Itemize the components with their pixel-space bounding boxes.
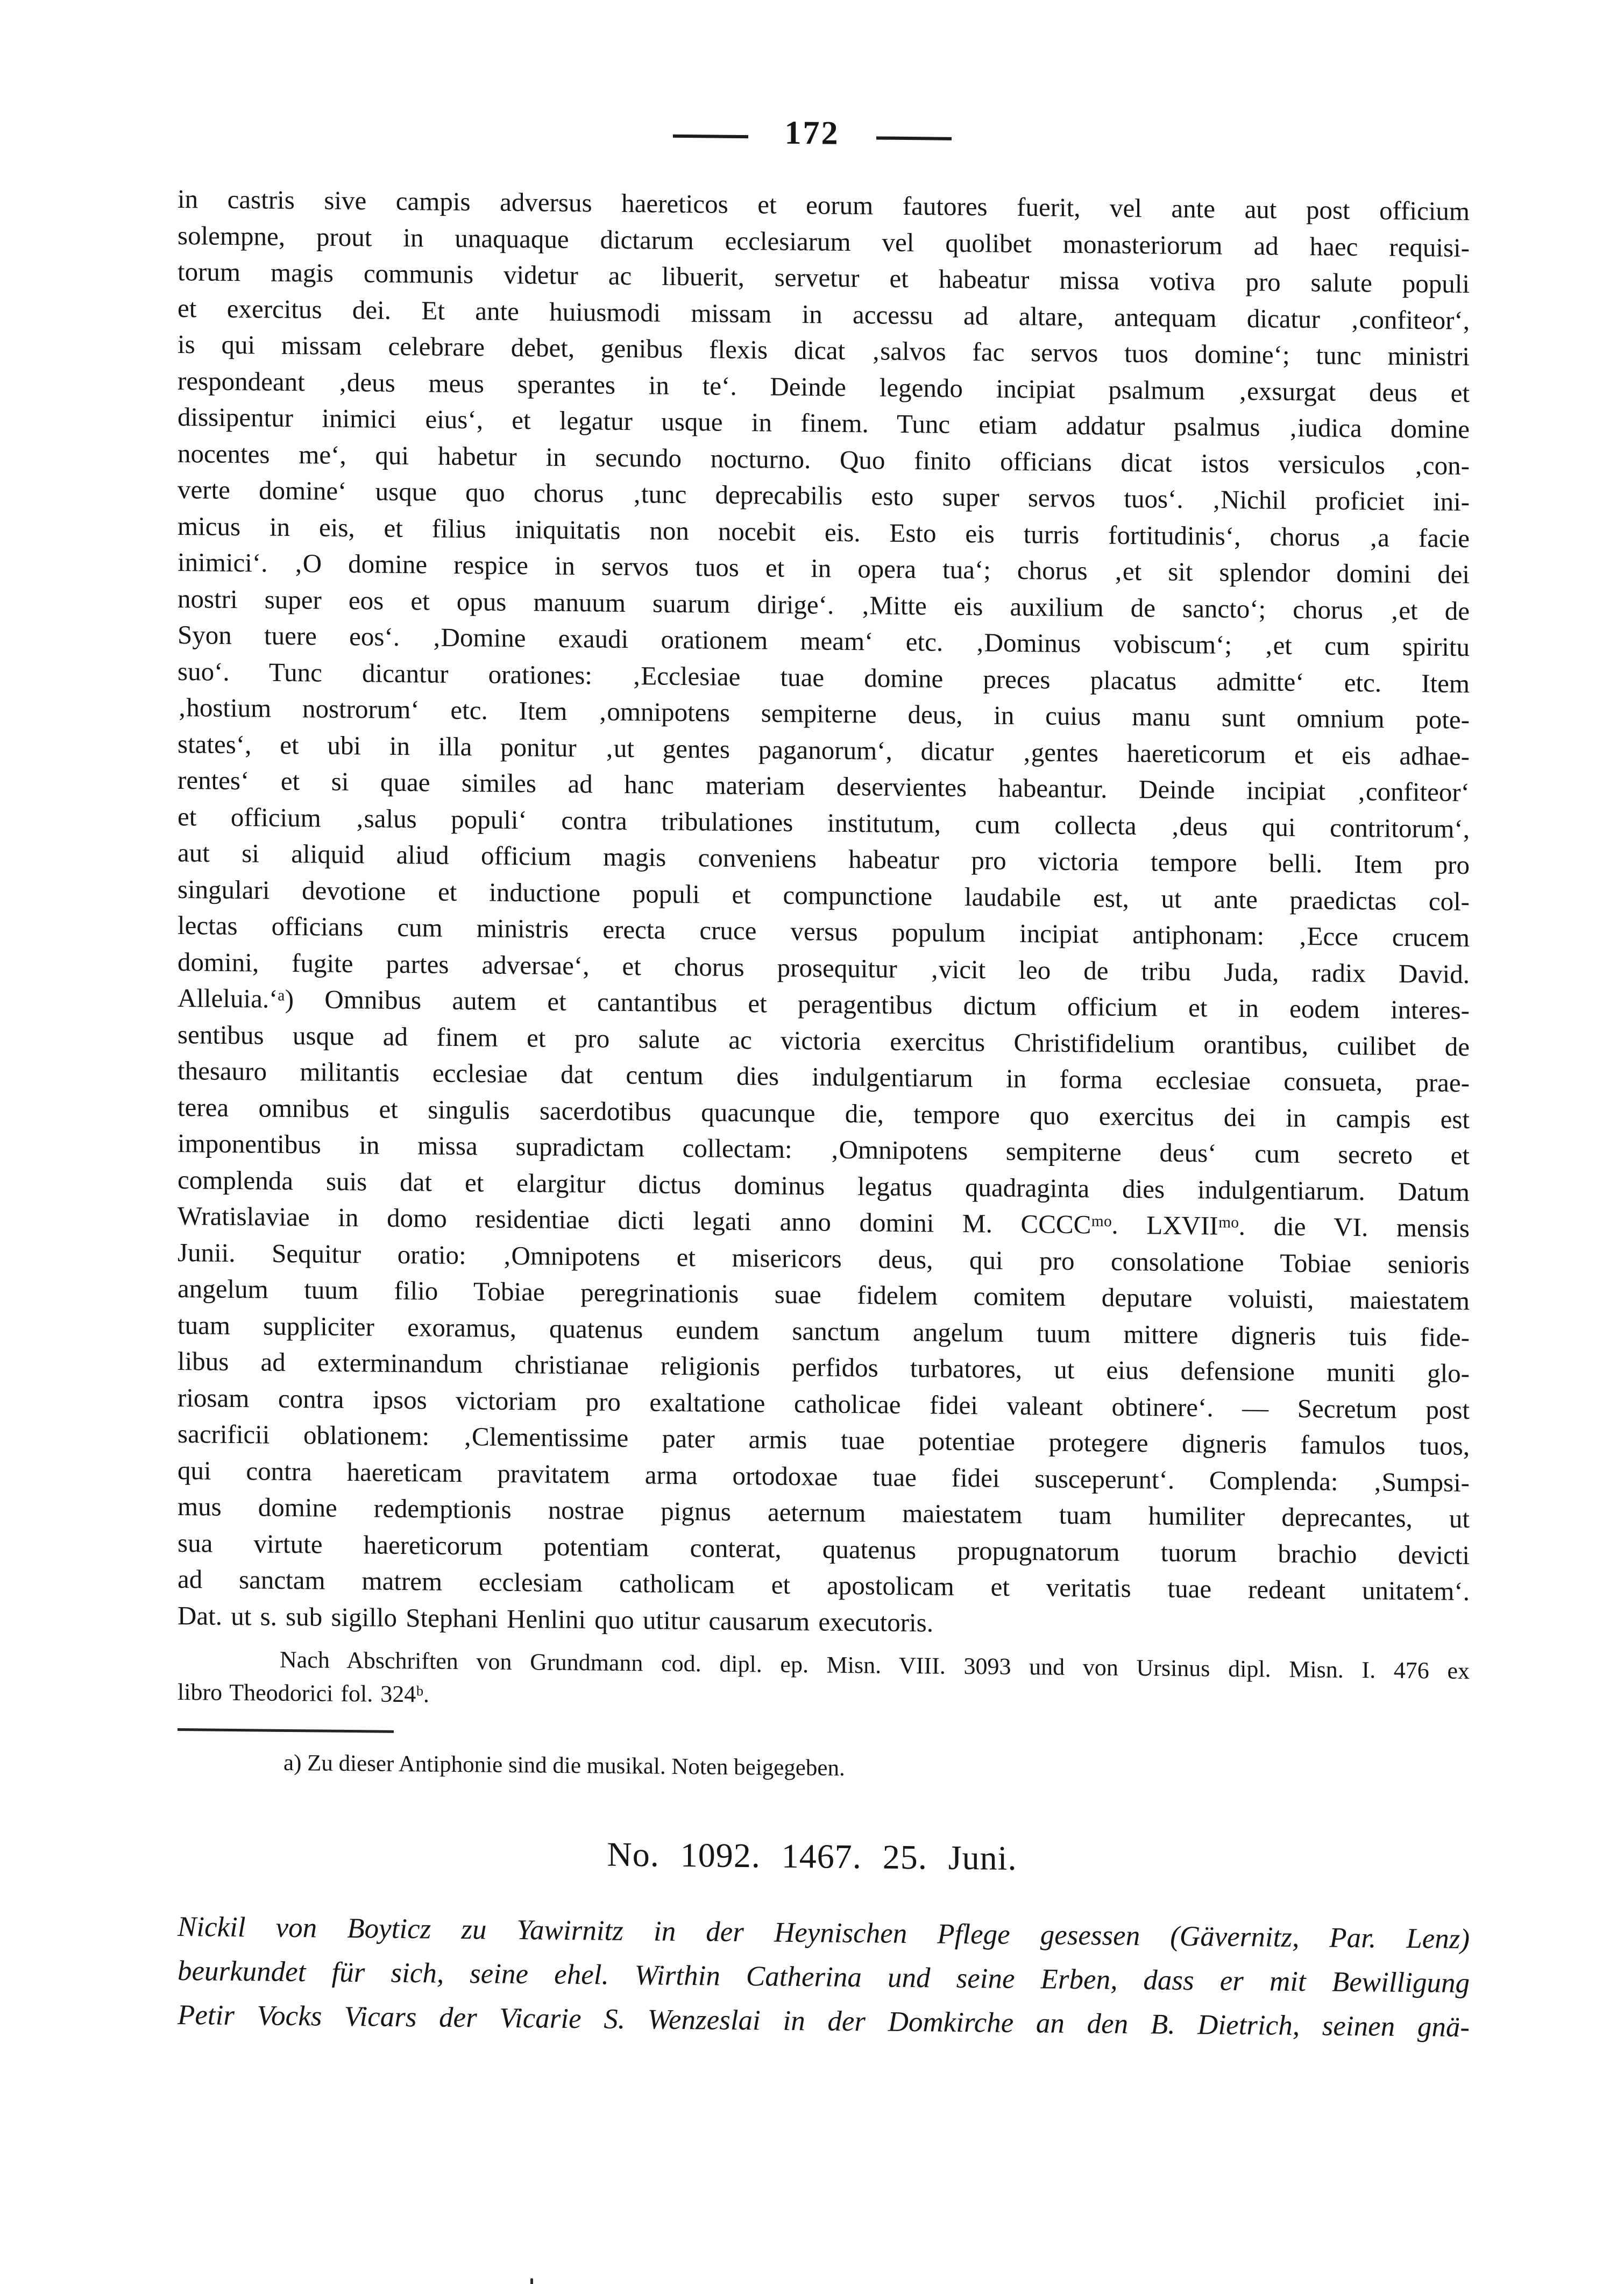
text-line: rentes‘ et si quae similes ad hanc materiam deservientes habeantur. Deinde incipiat ‚confiteor‘	[178, 765, 1470, 808]
text-line: angelum tuum filio Tobiae peregrinationis suae fidelem comitem deputare voluisti, maiestatem	[178, 1274, 1470, 1316]
text-line: libus ad exterminandum christianae religionis perfidos turbatores, ut eius defensione muniti glo-	[178, 1346, 1470, 1389]
header-rule-left	[673, 135, 748, 138]
text-line: et officium ‚salus populi‘ contra tribulationes institutum, cum collecta ‚deus qui contritorum‘,	[178, 801, 1470, 844]
text-line: suo‘. Tunc dicantur orationes: ‚Ecclesiae tuae domine preces placatus admitte‘ etc. Item	[178, 656, 1470, 698]
text-line: Syon tuere eos‘. ‚Domine exaudi orationem meam‘ etc. ‚Dominus vobiscum‘; ‚et cum spiritu	[178, 620, 1470, 662]
text-line: Petir Vocks Vicars der Vicarie S. Wenzeslai in der Domkirche an den B. Dietrich, seinen gnä-	[178, 1999, 1470, 2043]
text-line: ‚hostium nostrorum‘ etc. Item ‚omnipotens sempiterne deus, in cuius manu sunt omnium pote-	[178, 692, 1470, 735]
header-rule-right	[876, 136, 952, 140]
text-line: nostri super eos et opus manuum suarum dirige‘. ‚Mitte eis auxilium de sancto‘; chorus ‚et de	[178, 583, 1470, 626]
footnote-a	[283, 1748, 1467, 1790]
entry-1092-heading: No. 1092. 1467. 25. Juni.	[607, 1835, 1017, 1877]
text-line: states‘, et ubi in illa ponitur ‚ut gentes paganorum‘, dicatur ‚gentes haereticorum et eis adhae-	[178, 729, 1470, 771]
text-line: ad sanctam matrem ecclesiam catholicam et apostolicam et veritatis tuae redeant unitatem‘.	[178, 1564, 1470, 1607]
text-line: torum magis communis videtur ac libuerit, servetur et habeatur missa votiva pro salute populi	[178, 257, 1470, 299]
text-line: Junii. Sequitur oratio: ‚Omnipotens et misericors deus, qui pro consolatione Tobiae senioris	[178, 1237, 1470, 1279]
text-line: complenda suis dat et elargitur dictus dominus legatus quadraginta dies indulgentiarum. Datum	[178, 1164, 1470, 1207]
text-line: inimici‘. ‚O domine respice in servos tuos et in opera tua‘; chorus ‚et sit splendor domini dei	[178, 547, 1470, 590]
text-line: beurkundet für sich, seine ehel. Wirthin Catherina und seine Erben, dass er mit Bewilligung	[178, 1955, 1470, 1999]
text-line: respondeant ‚deus meus sperantes in te‘. Deinde legendo incipiat psalmum ‚exsurgat deus et	[178, 365, 1470, 408]
text-line: lectas officians cum ministris erecta cruce versus populum incipiat antiphonam: ‚Ecce crucem	[178, 910, 1470, 953]
text-line: is qui missam celebrare debet, genibus flexis dicat ‚salvos fac servos tuos domine‘; tunc ministri	[178, 329, 1470, 372]
footnote-a-text: a) Zu dieser Antiphonie sind die musikal. Noten beigegeben.	[283, 1750, 845, 1781]
text-line: singulari devotione et inductione populi et compunctione laudabile est, ut ante praedictas col-	[178, 874, 1470, 916]
text-line: qui contra haereticam pravitatem arma ortodoxae tuae fidei susceperunt‘. Complenda: ‚Sumpsi-	[178, 1455, 1470, 1497]
footnote-separator-rule	[178, 1728, 394, 1733]
page-number: 172	[784, 114, 840, 152]
text-line: aut si aliquid aliud officium magis conveniens habeatur pro victoria tempore belli. Item pro	[178, 838, 1470, 880]
text-line: Nach Abschriften von Grundmann cod. dipl. ep. Misn. VIII. 3093 und von Ursinus dipl. Misn. I. 476 ex	[280, 1646, 1470, 1685]
text-line: nocentes me‘, qui habetur in secundo nocturno. Quo finito officians dicat istos versiculos ‚con-	[178, 438, 1470, 480]
text-line: Dat. ut s. sub sigillo Stephani Henlini quo utitur causarum executoris.	[178, 1600, 933, 1637]
text-line: libro Theodorici fol. 324ᵇ.	[178, 1679, 429, 1708]
text-line: Alleluia.‘ᵃ) Omnibus autem et cantantibus et peragentibus dictum officium et in eodem interes-	[178, 983, 1470, 1026]
text-line: terea omnibus et singulis sacerdotibus quacunque die, tempore quo exercitus dei in campis est	[178, 1092, 1470, 1134]
text-line: micus in eis, et filius iniquitatis non nocebit eis. Esto eis turris fortitudinis‘, chorus ‚a facie	[178, 511, 1470, 553]
text-line: tuam suppliciter exoramus, quatenus eundem sanctum angelum tuum mittere digneris tuis fide-	[178, 1310, 1470, 1352]
text-line: domini, fugite partes adversae‘, et chorus prosequitur ‚vicit leo de tribu Juda, radix David.	[178, 946, 1470, 989]
scan-artifact-speck	[530, 2278, 533, 2284]
text-line: imponentibus in missa supradictam collectam: ‚Omnipotens sempiterne deus‘ cum secreto et	[178, 1128, 1470, 1171]
text-line: mus domine redemptionis nostrae pignus aeternum maiestatem tuam humiliter deprecantes, ut	[178, 1491, 1470, 1534]
text-line: Wratislaviae in domo residentiae dicti legati anno domini M. CCCCᵐᵒ. LXVIIᵐᵒ. die VI. mensis	[178, 1201, 1470, 1243]
entry-1092-regest	[178, 1905, 1470, 2049]
text-line: sua virtute haereticorum potentiam conterat, quatenus propugnatorum tuorum brachio devicti	[178, 1528, 1470, 1570]
source-note	[178, 1642, 1470, 1721]
text-line: sentibus usque ad finem et pro salute ac victoria exercitus Christifidelium orantibus, cuilibet de	[178, 1019, 1470, 1062]
text-line: Nickil von Boyticz zu Yawirnitz in der Heynischen Pflege gesessen (Gävernitz, Par. Lenz)	[178, 1911, 1470, 1955]
text-line: in castris sive campis adversus haereticos et eorum fautores fuerit, vel ante aut post officium	[178, 184, 1470, 227]
text-line: solempne, prout in unaquaque dictarum ecclesiarum vel quolibet monasteriorum ad haec requisi-	[178, 220, 1470, 263]
text-line: dissipentur inimici eius‘, et legatur usque in finem. Tunc etiam addatur psalmus ‚iudica domine	[178, 402, 1470, 444]
text-line: riosam contra ipsos victoriam pro exaltatione catholicae fidei valeant obtinere‘. — Secretum post	[178, 1382, 1470, 1425]
text-line: sacrificii oblationem: ‚Clementissime pater armis tuae potentiae protegere digneris famulos tuos,	[178, 1419, 1470, 1461]
text-line: et exercitus dei. Et ante huiusmodi missam in accessu ad altare, antequam dicatur ‚confiteor‘,	[178, 293, 1470, 335]
running-head	[0, 109, 1624, 158]
text-line: verte domine‘ usque quo chorus ‚tunc deprecabilis esto super servos tuos‘. ‚Nichil proficiet ini-	[178, 475, 1470, 517]
text-line: thesauro militantis ecclesiae dat centum dies indulgentiarum in forma ecclesiae consueta, prae-	[178, 1056, 1470, 1098]
entry-1091-continuation-text	[178, 181, 1470, 1646]
